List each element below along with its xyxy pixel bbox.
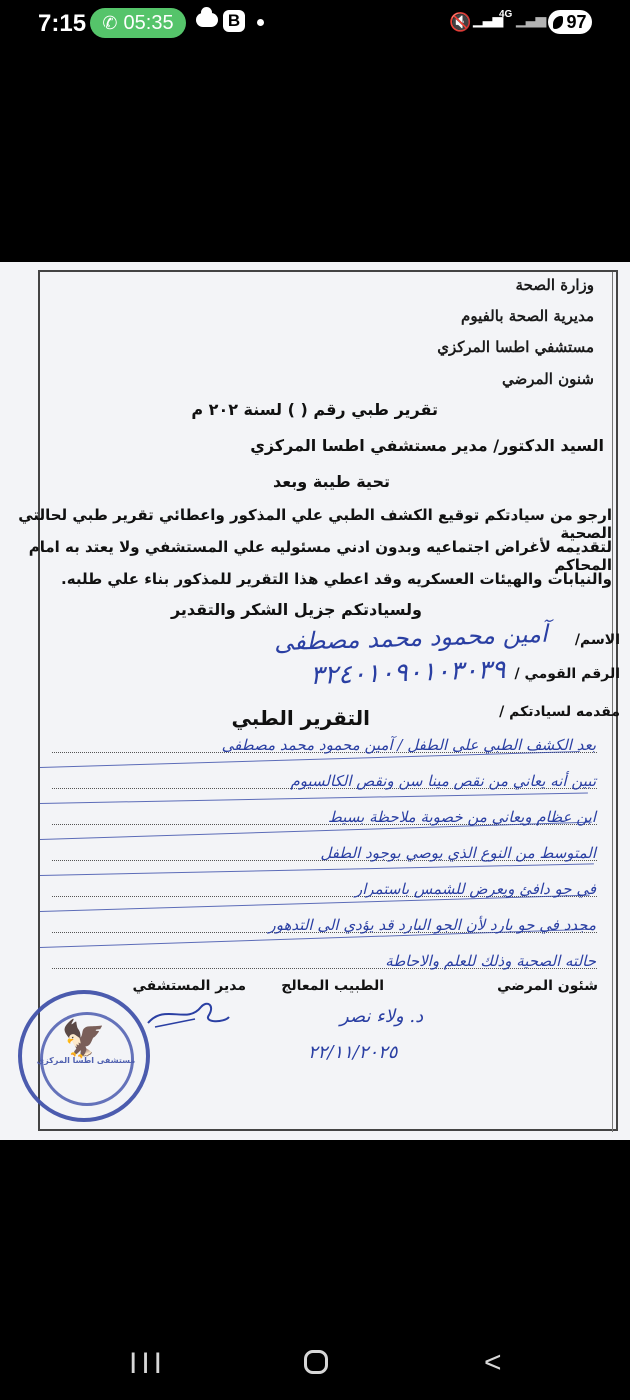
signal-icon: ▁▃▅	[473, 11, 503, 27]
ongoing-call-chip[interactable]	[90, 8, 186, 38]
closing: ولسيادتكم جزيل الشكر والتقدير	[170, 600, 422, 619]
date: ٢٢/١١/٢٠٢٥	[308, 1042, 398, 1063]
handwritten-report-line: المتوسط من النوع الذي يوصي بوجود الطفل	[320, 844, 596, 862]
addressee: السيد الدكتور/ مدير مستشفي اطسا المركزي	[250, 436, 604, 455]
home-button[interactable]	[304, 1350, 328, 1374]
director-signature	[145, 995, 233, 1033]
greeting: تحية طيبة وبعد	[273, 472, 390, 491]
report-number: تقرير طبي رقم ( ) لسنة ٢٠٢ م	[191, 400, 438, 419]
phone-icon: ✆	[102, 12, 118, 33]
handwritten-report-line: ابن عظام ويعاني من خصوبة ملاحظة بسيط	[327, 808, 596, 826]
official-seal	[18, 990, 150, 1122]
cloud-icon	[196, 13, 218, 27]
status-bar	[0, 0, 630, 48]
recents-button[interactable]: III	[129, 1347, 167, 1380]
name-label: الاسم/	[574, 632, 620, 648]
section-title: التقرير الطبي	[231, 706, 370, 730]
paper-edge	[612, 272, 613, 1132]
body-line: ارجو من سيادتكم توقيع الكشف الطبي علي المذكور واعطائي تقرير طبي لحالتي الصحية	[18, 506, 612, 542]
handwritten-report-line: حالته الصحية وذلك للعلم والاحاطة	[385, 952, 596, 970]
back-button[interactable]: <	[484, 1346, 502, 1379]
eagle-icon: 🦅	[61, 1019, 106, 1060]
header-hospital: مستشفي اطسا المركزي	[437, 338, 594, 356]
doctor-signature: د. ولاء نصر	[340, 1006, 424, 1027]
battery-saver-leaf-icon	[553, 16, 563, 29]
national-id-label: الرقم القومي /	[514, 666, 620, 682]
hospital-director-label: مدير المستشفي	[132, 978, 246, 994]
treating-doctor-label: الطبيب المعالج	[281, 978, 384, 994]
header-ministry: وزارة الصحة	[515, 276, 594, 294]
body-line: لتقديمه لأغراض اجتماعيه وبدون ادني مسئوليه علي المستشفي ولا يعتد به امام المحاكم	[28, 538, 612, 574]
mute-icon: 🔇	[449, 12, 472, 32]
handwritten-name: آمين محمود محمد مصطفى	[274, 619, 549, 657]
patients-affairs-label: شئون المرضي	[497, 978, 598, 994]
header-department: شنون المرضي	[501, 370, 594, 388]
body-line: والنيابات والهيئات العسكريه وقد اعطي هذا التقرير للمذكور بناء علي طلبه.	[61, 570, 612, 588]
signal-icon-secondary: ▁▃▅	[516, 11, 546, 27]
call-timer: 05:35	[123, 11, 174, 34]
notification-dot-icon	[257, 19, 264, 26]
handwritten-report-line: مجدد في جو بارد لأن الجو البارد قد يؤدي الى التدهور	[268, 916, 596, 934]
medical-report-photo[interactable]	[0, 262, 630, 1140]
handwritten-report-line: تبين أنه يعاني من نقص مينا سن ونقص الكالسيوم	[290, 772, 596, 790]
handwritten-report-line: بعد الكشف الطبي على الطفل / آمين محمود محمد مصطفى	[221, 736, 596, 754]
navigation-bar	[0, 1332, 630, 1400]
presented-label: مقدمه لسيادتكم /	[499, 704, 620, 720]
handwritten-national-id: ٣٢٤٠١٠٩٠١٠٣٠٣٩	[310, 654, 507, 692]
clock: 7:15	[38, 10, 87, 37]
battery-level: 97	[566, 11, 587, 32]
battery-icon	[548, 10, 592, 34]
b-app-icon: B	[223, 10, 245, 32]
handwritten-report-line: في جو دافئ ويعرض للشمس باستمرار	[354, 880, 596, 898]
network-type: 4G	[499, 9, 513, 20]
seal-text: مستشفى اطسا المركزي	[36, 1056, 136, 1065]
header-directorate: مديرية الصحة بالفيوم	[461, 307, 594, 325]
